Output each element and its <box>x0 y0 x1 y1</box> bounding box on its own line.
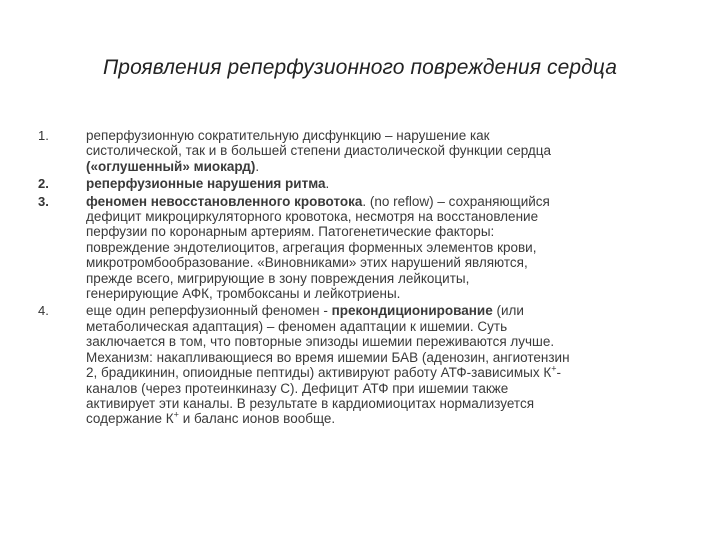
list-item-1 <box>38 128 668 174</box>
text-line <box>86 303 668 318</box>
text-line <box>86 255 668 270</box>
item-text <box>86 303 668 426</box>
text-run: прежде всего, мигрирующие в зону повреждения лейкоциты, <box>86 270 470 286</box>
text-run: - <box>556 365 561 381</box>
text-line <box>86 128 668 143</box>
slide-title: Проявления реперфузионного повреждения сердца <box>102 56 618 79</box>
text-line <box>86 209 668 224</box>
bold-text-run: реперфузионные нарушения ритма <box>86 176 326 192</box>
text-line <box>86 194 668 209</box>
bold-text-run: феномен невосстановленного кровотока <box>86 193 363 209</box>
text-line <box>86 365 668 380</box>
text-line <box>86 159 668 174</box>
text-run: генерирующие АФК, тромбоксаны и лейкотриены. <box>86 286 401 302</box>
text-run: заключается в том, что повторные эпизоды ишемии переживаются лучше. <box>86 334 555 350</box>
text-run: . (no reflow) – сохраняющийся <box>362 193 550 209</box>
item-text <box>86 176 668 191</box>
bold-text-run: прекондиционирование <box>331 303 493 319</box>
superscript: + <box>551 363 557 374</box>
item-number: 4. <box>38 303 49 319</box>
text-run: систолической, так и в большей степени диастолической функции сердца <box>86 143 552 159</box>
item-number: 1. <box>38 128 49 143</box>
text-line <box>86 319 668 334</box>
item-text <box>86 128 668 174</box>
text-line <box>86 224 668 239</box>
text-run: (или <box>492 303 524 319</box>
numbered-list <box>38 128 668 427</box>
text-line <box>86 143 668 158</box>
item-number: 2. <box>38 176 49 192</box>
text-run: каналов (через протеинкиназу С). Дефицит АТФ при ишемии также <box>86 380 509 396</box>
superscript: + <box>173 409 179 420</box>
item-text <box>86 194 668 302</box>
list-item-2 <box>38 176 668 191</box>
text-run: перфузии по коронарным артериям. Патогенетические факторы: <box>86 224 495 240</box>
text-run: микротромбообразование. «Виновниками» этих нарушений являются, <box>86 255 528 271</box>
list-item-4 <box>38 303 668 426</box>
text-line <box>86 350 668 365</box>
text-run: метаболическая адаптация) – феномен адаптации к ишемии. Суть <box>86 318 508 334</box>
text-line <box>86 411 668 426</box>
list-item-3 <box>38 194 668 302</box>
text-run: повреждение эндотелиоцитов, агрегация форменных элементов крови, <box>86 239 537 255</box>
text-line <box>86 286 668 301</box>
bold-text-run: («оглушенный» миокард) <box>86 158 256 174</box>
item-number: 3. <box>38 193 49 209</box>
text-run: содержание К <box>86 411 174 427</box>
text-run: 2, брадикинин, опиоидные пептиды) активируют работу АТФ-зависимых К <box>86 365 552 381</box>
text-run: и баланс ионов вообще. <box>178 411 336 427</box>
text-run: реперфузионную сократительную дисфункцию – нарушение как <box>86 128 490 143</box>
text-run: дефицит микроциркуляторного кровотока, несмотря на восстановление <box>86 209 539 225</box>
text-line <box>86 240 668 255</box>
text-run: еще один реперфузионный феномен - <box>86 303 332 319</box>
text-line <box>86 381 668 396</box>
text-run: активирует эти каналы. В результате в кардиомиоцитах нормализуется <box>86 395 534 411</box>
text-run: . <box>255 158 260 174</box>
text-line <box>86 271 668 286</box>
text-run: . <box>325 176 330 192</box>
text-line <box>86 334 668 349</box>
text-run: Механизм: накапливающиеся во время ишемии БАВ (аденозин, ангиотензин <box>86 349 570 365</box>
text-line <box>86 176 668 191</box>
